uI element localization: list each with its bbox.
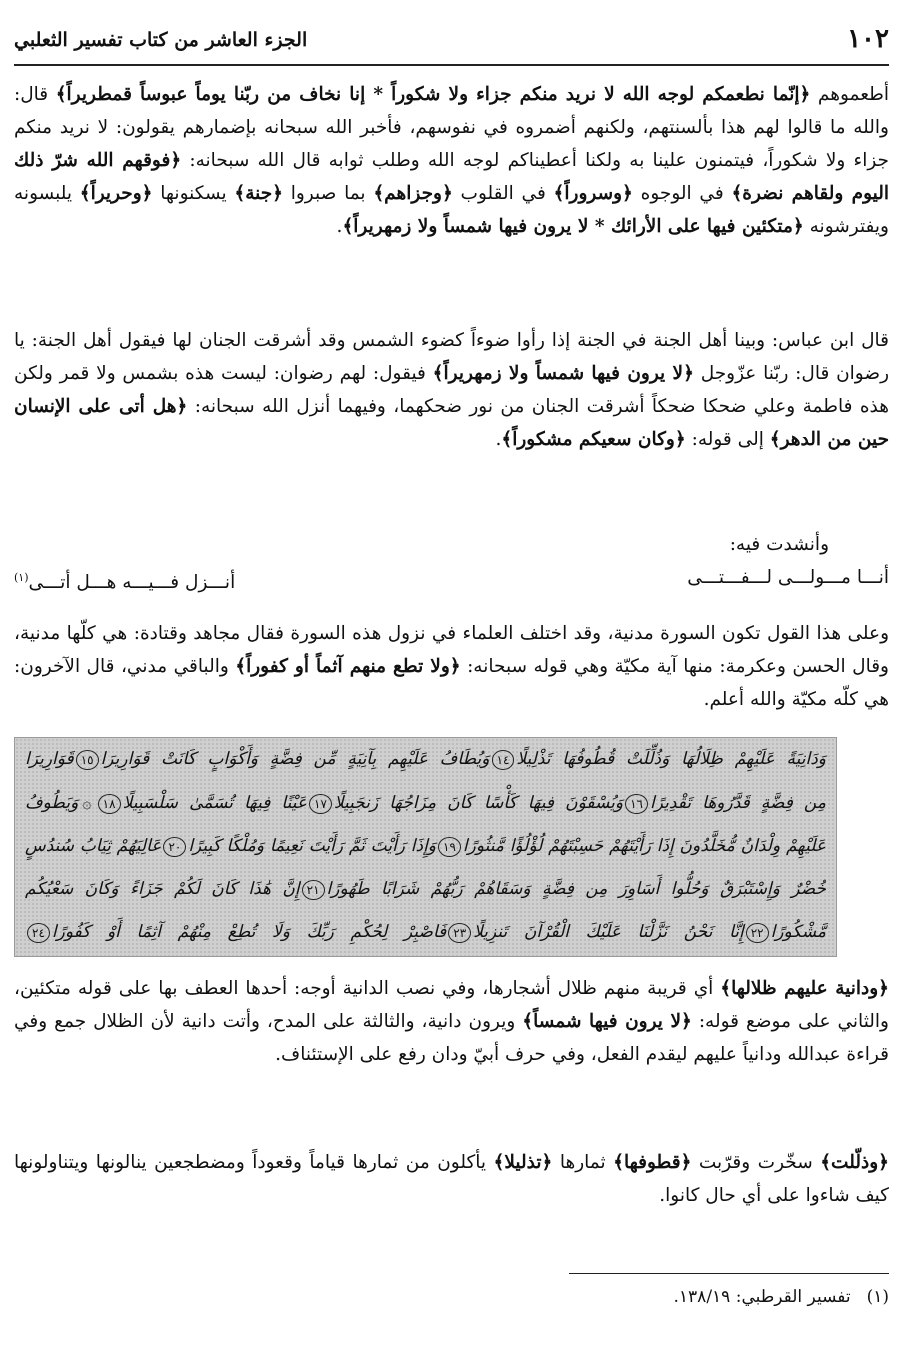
quran-quote: ﴿فوقهم الله شرّ ذلك اليوم ولقاهم نضرة﴾ [14, 150, 890, 204]
quran-line [15, 825, 836, 868]
text-span: وعلى هذا القول تكون السورة مدنية، وقد اختلف العلماء في نزول هذه السورة فقال مجاهد وقتادة: هي كلّها مدنية، وقال الحسن وعكرمة: منها آية مكيّة وهي قوله سبحانه: [14, 623, 889, 677]
text-span: يلبسونه ويفترشونه [14, 183, 889, 237]
verse-text: وَإِذَا رَأَيْتَ ثَمَّ رَأَيْتَ نَعِيمًا وَمُلْكًا كَبِيرًا [188, 836, 437, 856]
page-header [14, 24, 889, 66]
text-span: يأكلون من ثمارها قياماً وقعوداً ومضطجعين ينالونها ويتناولونها كيف شاءوا على أي حال كانوا. [14, 1152, 889, 1206]
verse-number: ١٤ [492, 750, 515, 770]
paragraph-4 [14, 972, 889, 1071]
hizb-marker-icon: ۞ [82, 793, 92, 812]
verse-text: إِنَّا نَحْنُ نَزَّلْنَا عَلَيْكَ الْقُرْآنَ تَنزِيلًا [473, 922, 744, 942]
verse-number: ٢٤ [27, 923, 50, 943]
verse-number: ٢٠ [163, 837, 186, 857]
quran-line [15, 911, 836, 954]
text-span: في الوجوه [632, 183, 732, 204]
text-span: أطعموهم [810, 84, 889, 105]
verse-text: مَّشْكُورًا [770, 922, 826, 942]
quran-quote: ﴿وذلّلت﴾ [820, 1152, 889, 1173]
footnote-marker: (١) [14, 571, 29, 584]
quran-quote: ﴿جنة﴾ [234, 183, 283, 204]
footnote [674, 1284, 889, 1310]
footnote-number: (١) [866, 1287, 889, 1307]
poem-intro: وأنشدت فيه: [729, 534, 829, 555]
paragraph-3 [14, 617, 889, 716]
text-span: قال ابن عباس: وبينا أهل الجنة في الجنة إذا رأوا ضوءاً كضوء الشمس وقد أشرقت الجنان لها فيقول أهل الجنة: يا رضوان قال: ربّنا عزّوجل [14, 330, 890, 384]
quran-quote: ﴿ولا تطع منهم آثماً أو كفوراً﴾ [235, 656, 461, 677]
verse-number: ١٦ [625, 794, 648, 814]
verse-text: مِن فِضَّةٍ قَدَّرُوهَا تَقْدِيرًا [649, 793, 826, 813]
paragraph-5 [14, 1146, 889, 1212]
quran-quote: ﴿تذليلا﴾ [493, 1152, 553, 1173]
quran-quote: ﴿وحريراً﴾ [79, 183, 153, 204]
verse-text: خُضْرٌ وَإِسْتَبْرَقٌ وَحُلُّوا أَسَاوِرَ مِن فِضَّةٍ وَسَقَاهُمْ رَبُّهُمْ شَرَابًا طَهُورًا [326, 879, 826, 899]
text-span: أي قريبة منهم ظلال أشجارها، وفي نصب الدانية أوجه: أحدها العطف بها على قوله متكئين، والثاني على موضع قوله: [14, 978, 889, 1032]
quran-quote: ﴿وكان سعيكم مشكوراً﴾ [501, 429, 686, 450]
quran-quote: ﴿ودانية عليهم ظلالها﴾ [720, 978, 890, 999]
poem-hemistich-2 [14, 561, 235, 599]
text-span: بما صبروا [282, 183, 374, 204]
verse-number: ٢٣ [448, 923, 471, 943]
quran-line [15, 868, 836, 911]
quran-quote: ﴿إنّما نطعمكم لوجه الله لا نريد منكم جزاء ولا شكوراً * إنا نخاف من ربّنا يوماً عبوساً قمطريراً﴾ [55, 84, 811, 105]
verse-text: عَيْنًا فِيهَا تُسَمَّىٰ سَلْسَبِيلًا [122, 793, 308, 813]
quran-quote: ﴿وسروراً﴾ [553, 183, 633, 204]
verse-number: ١٩ [438, 837, 461, 857]
verse-text: إِنَّ هَٰذَا كَانَ لَكُمْ جَزَاءً وَكَانَ سَعْيُكُم [25, 879, 300, 899]
quran-quote: ﴿قطوفها﴾ [613, 1152, 692, 1173]
quran-quote: ﴿لا يرون فيها شمساً ولا زمهريراً﴾ [432, 363, 694, 384]
text-span: . [336, 216, 343, 237]
quran-verses-box [14, 737, 837, 957]
poem-hemistich-1: أنـــا مـــولـــى لـــفـــتـــى [687, 567, 889, 588]
quran-quote: ﴿هل أتى على الإنسان حين من الدهر﴾ [14, 396, 889, 450]
text-span: ثمارها [552, 1152, 614, 1173]
footnote-divider [569, 1273, 889, 1274]
verse-number: ١٧ [309, 794, 332, 814]
verse-text: وَيَطُوفُ [25, 793, 79, 813]
page-number: ١٠٢ [847, 24, 889, 54]
verse-text: وَدَانِيَةً عَلَيْهِمْ ظِلَالُهَا وَذُلِّلَتْ قُطُوفُهَا تَذْلِيلًا [516, 749, 826, 769]
running-title: الجزء العاشر من كتاب تفسير الثعلبي [14, 29, 308, 51]
quran-quote: ﴿وجزاهم﴾ [373, 183, 453, 204]
text-span: ويرون دانية، والثالثة على المدح، وأتت دانية لأن الظلال جمع وفي قراءة عبدالله ودانياً عليهم ليقدم الفعل، وفي حرف أبيّ ودان رفع على الإستئناف. [14, 1011, 889, 1065]
verse-number: ١٨ [98, 794, 121, 814]
text-span: إلى قوله: [685, 429, 770, 450]
quran-quote: ﴿لا يرون فيها شمساً﴾ [522, 1011, 692, 1032]
verse-text: قَوَارِيرَا [25, 749, 74, 769]
paragraph-2 [14, 324, 889, 456]
text-span: سخّرت وقرّبت [691, 1152, 821, 1173]
verse-text: فَاصْبِرْ لِحُكْمِ رَبِّكَ وَلَا تُطِعْ مِنْهُمْ آثِمًا أَوْ كَفُورًا [51, 922, 447, 942]
poem-verse [14, 561, 889, 599]
hemistich-text: أنـــزل فـــيـــه هـــل أتـــى [28, 572, 236, 594]
quran-quote: ﴿متكئين فيها على الأرائك * لا يرون فيها شمساً ولا زمهريراً﴾ [342, 216, 804, 237]
verse-number: ١٥ [76, 750, 99, 770]
paragraph-1 [14, 78, 889, 243]
text-span: قال: والله ما قالوا لهم هذا بألسنتهم، ولكنهم أضمروه في نفوسهم، فأخبر الله سبحانه بإضمارهم يقولون: لا نريد منكم جزاء ولا شكوراً، فيتمنون علينا به ولكنا أعطيناكم لوجه الله وطلب ثوابه قال الله سبحانه: [14, 84, 889, 171]
verse-number: ٢٢ [746, 923, 769, 943]
quran-line [15, 781, 836, 825]
poem-block [14, 528, 889, 599]
text-span: . [495, 429, 502, 450]
text-span: يسكنونها [152, 183, 235, 204]
verse-text: وَيُسْقَوْنَ فِيهَا كَأْسًا كَانَ مِزَاجُهَا زَنجَبِيلًا [333, 793, 624, 813]
verse-text: وَيُطَافُ عَلَيْهِم بِآنِيَةٍ مِّن فِضَّةٍ وَأَكْوَابٍ كَانَتْ قَوَارِيرَا [100, 749, 490, 769]
verse-text: عَالِيَهُمْ ثِيَابُ سُندُسٍ [25, 836, 162, 856]
footnote-text: تفسير القرطبي: ١٣٨/١٩. [673, 1287, 851, 1307]
quran-line [15, 738, 836, 781]
verse-number: ٢١ [302, 880, 325, 900]
verse-text: عَلَيْهِمْ وِلْدَانٌ مُّخَلَّدُونَ إِذَا رَأَيْتَهُمْ حَسِبْتَهُمْ لُؤْلُؤًا مَّنثُورًا [462, 836, 827, 856]
text-span: والباقي مدني، قال الآخرون: هي كلّه مكيّة والله أعلم. [14, 656, 889, 710]
text-span: فيقول: لهم رضوان: ليست هذه بشمس ولا قمر ولكن هذه فاطمة وعلي ضحكا ضحكاً أشرقت الجنان من نور ضحكهما، وفيهما أنزل الله سبحانه: [14, 363, 889, 417]
text-span: في القلوب [452, 183, 554, 204]
